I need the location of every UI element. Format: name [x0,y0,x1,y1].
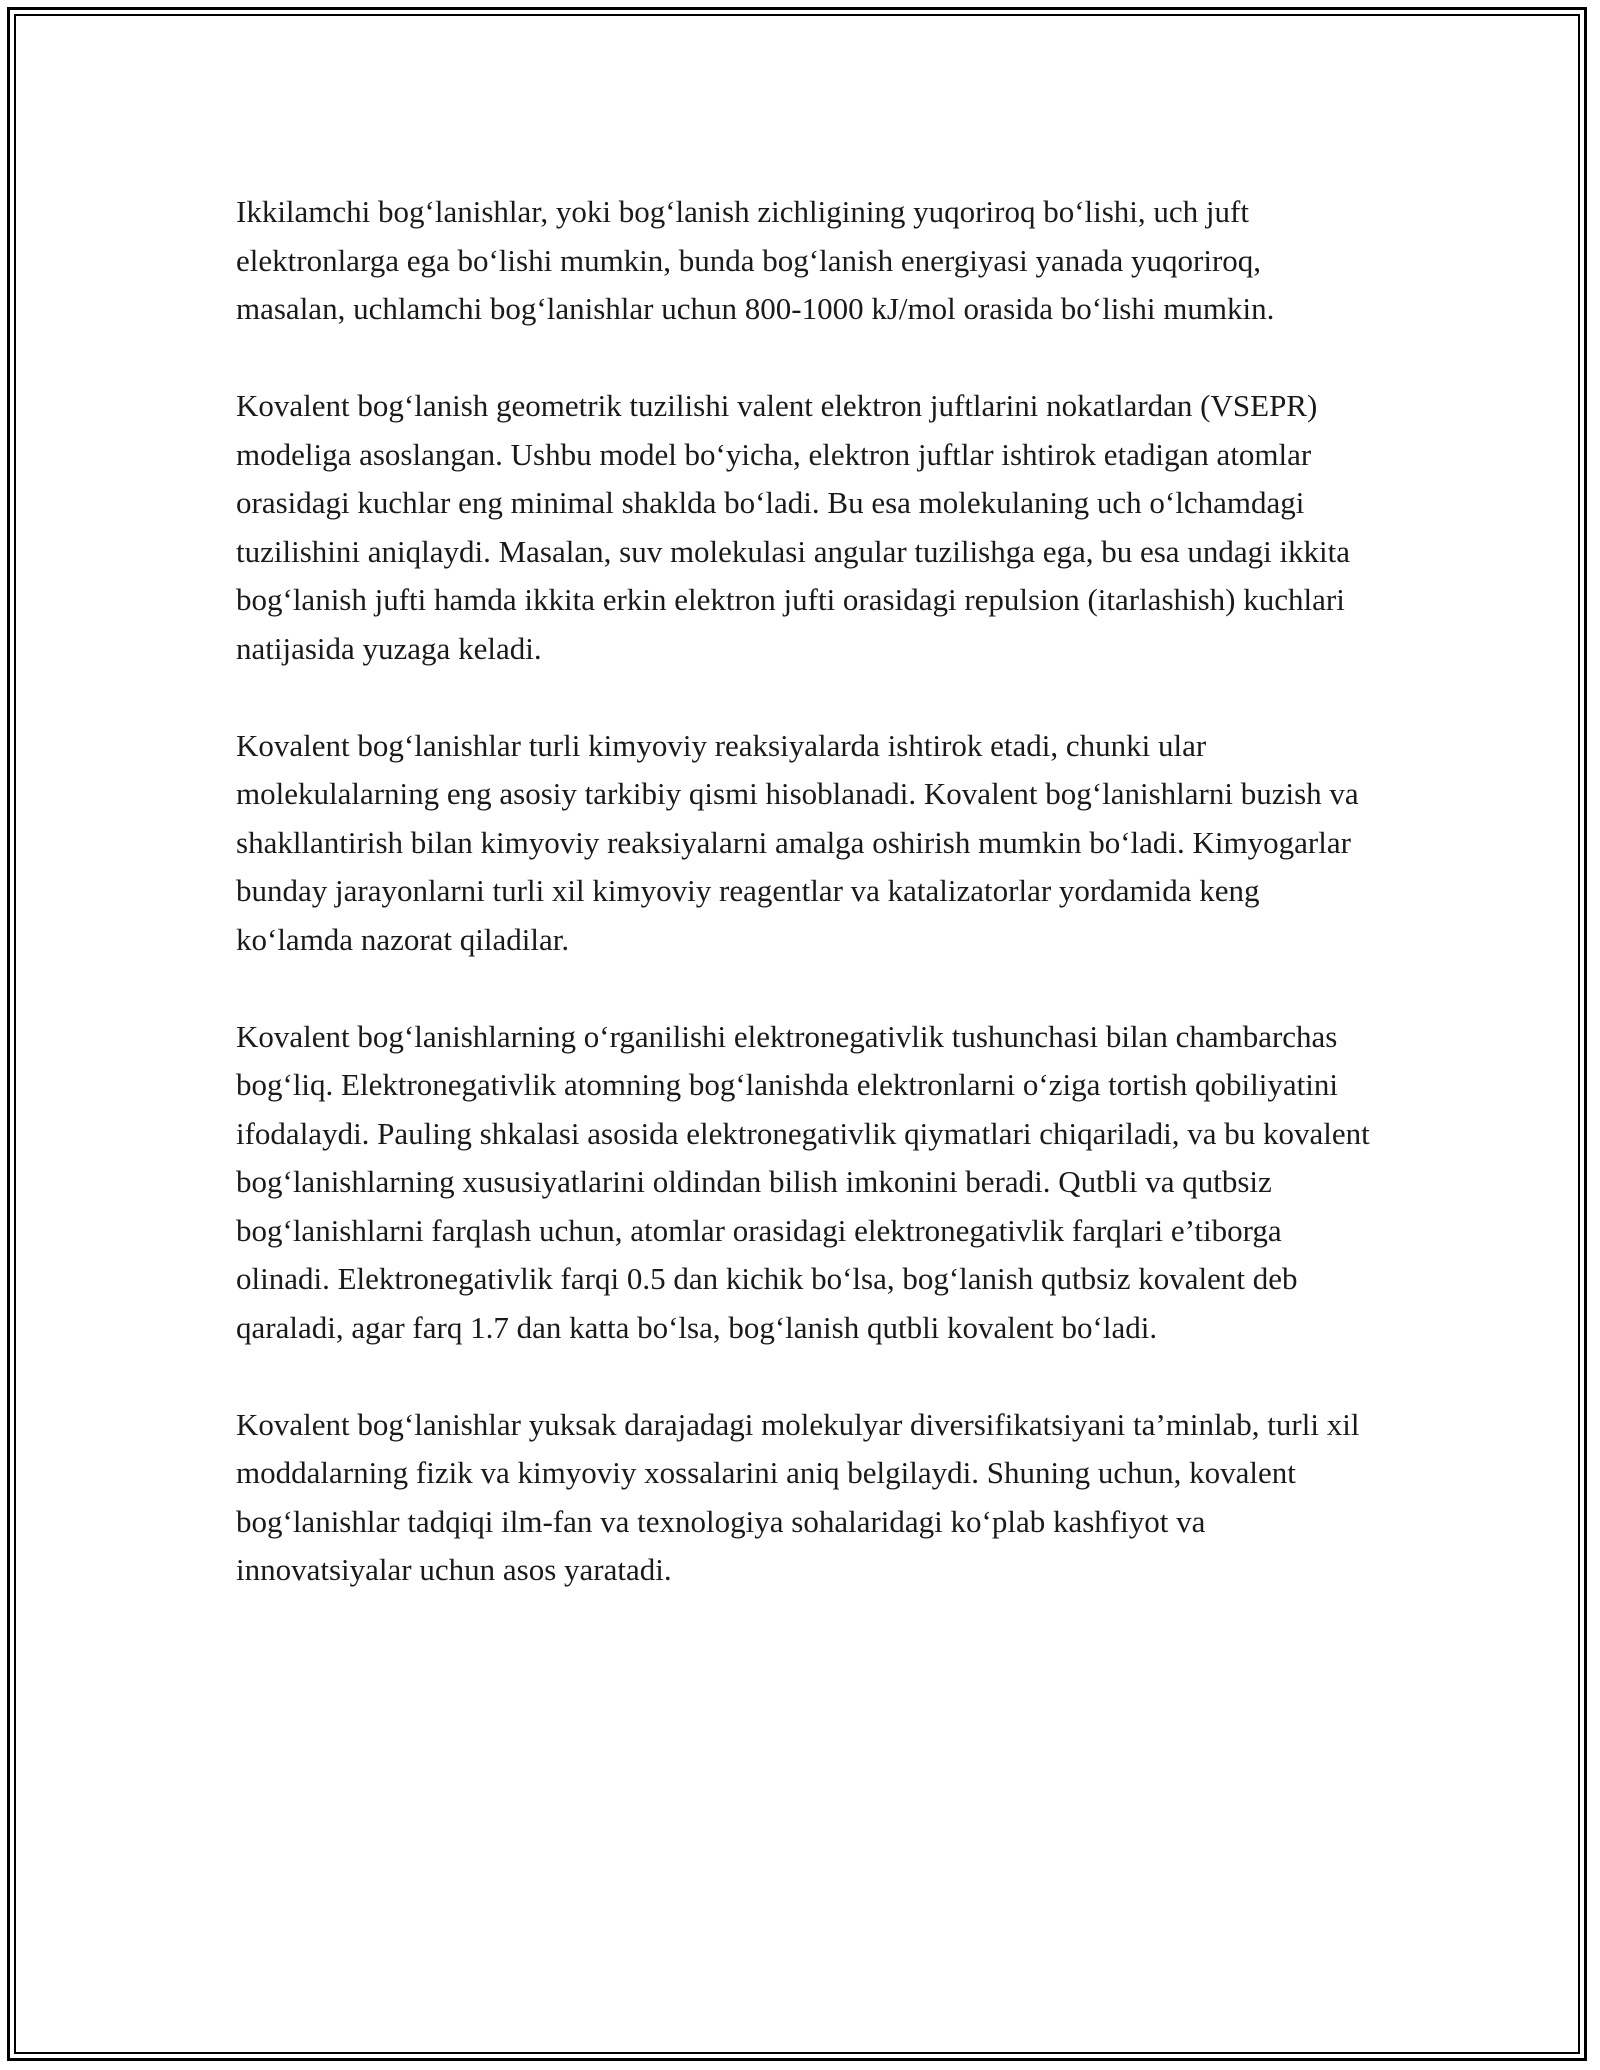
paragraph-vsepr-geometry: Kovalent bog‘lanish geometrik tuzilishi valent elektron juftlarini nokatlardan (VSEPR) modeliga asoslangan. Ushbu model bo‘yicha, elektron juftlar ishtirok etadigan atomlar orasidagi kuchlar eng minimal shaklda bo‘ladi. Bu esa molekulaning uch o‘lchamdagi tuzilishini aniqlaydi. Masalan, suv molekulasi angular tuzilishga ega, bu esa undagi ikkita bog‘lanish jufti hamda ikkita erkin elektron jufti orasidagi repulsion (itarlashish) kuchlari natijasida yuzaga keladi. [236,388,1351,666]
document-body [236,188,1376,1595]
paragraph-conclusion: Kovalent bog‘lanishlar yuksak darajadagi molekulyar diversifikatsiyani ta’minlab, turli xil moddalarning fizik va kimyoviy xossalarini aniq belgilaydi. Shuning uchun, kovalent bog‘lanishlar tadqiqi ilm-fan va texnologiya sohalaridagi ko‘plab kashfiyot va innovatsiyalar uchun asos yaratadi. [236,1406,1360,1587]
paragraph-triple-bonds: Ikkilamchi bog‘lanishlar, yoki bog‘lanish zichligining yuqoriroq bo‘lishi, uch juft elektronlarga ega bo‘lishi mumkin, bunda bog‘lanish energiyasi yanada yuqoriroq, masalan, uchlamchi bog‘lanishlar uchun 800-1000 kJ/mol orasida bo‘lishi mumkin. [236,194,1275,326]
paragraph-electronegativity: Kovalent bog‘lanishlarning o‘rganilishi elektronegativlik tushunchasi bilan chambarchas bog‘liq. Elektronegativlik atomning bog‘lanishda elektronlarni o‘ziga tortish qobiliyatini ifodalaydi. Pauling shkalasi asosida elektronegativlik qiymatlari chiqariladi, va bu kovalent bog‘lanishlarning xususiyatlarini oldindan bilish imkonini beradi. Qutbli va qutbsiz bog‘lanishlarni farqlash uchun, atomlar orasidagi elektronegativlik farqlari e’tiborga olinadi. Elektronegativlik farqi 0.5 dan kichik bo‘lsa, bog‘lanish qutbsiz kovalent deb qaraladi, agar farq 1.7 dan katta bo‘lsa, bog‘lanish qutbli kovalent bo‘ladi. [236,1018,1370,1345]
paragraph-chemical-reactions: Kovalent bog‘lanishlar turli kimyoviy reaksiyalarda ishtirok etadi, chunki ular molekulalarning eng asosiy tarkibiy qismi hisoblanadi. Kovalent bog‘lanishlarni buzish va shakllantirish bilan kimyoviy reaksiyalarni amalga oshirish mumkin bo‘ladi. Kimyogarlar bunday jarayonlarni turli xil kimyoviy reagentlar va katalizatorlar yordamida keng ko‘lamda nazorat qiladilar. [236,727,1359,957]
